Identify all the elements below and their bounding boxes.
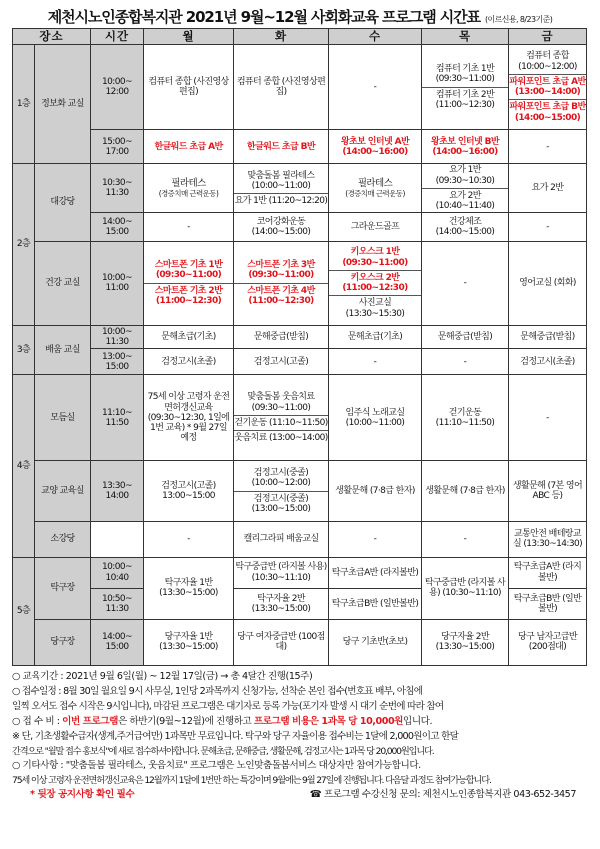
class-cell: -: [422, 241, 509, 325]
note-fee-highlight: 이번 프로그램: [62, 715, 118, 727]
class-cell: 문해중급(받침): [509, 325, 587, 349]
class-cell: 생활문해 (7·8급 한자): [422, 461, 509, 521]
time-cell: 14:00~ 15:00: [91, 213, 144, 241]
floor-1: 1층: [13, 45, 35, 164]
class-entry: 키오스크 1반 (09:30~11:00): [342, 247, 408, 268]
time-cell: 10:00~ 11:30: [91, 325, 144, 349]
class-cell: -: [329, 45, 422, 130]
time-cell: 10:00~ 11:00: [91, 241, 144, 325]
class-cell: [234, 164, 329, 213]
note-fee-price: 프로그램 비용은 1과목 당 10,000원: [253, 715, 403, 727]
class-cell: [509, 45, 587, 130]
class-cell: -: [329, 349, 422, 375]
room-health: 건강 교실: [35, 241, 91, 325]
class-cell: 탁구초급A반 (라지볼반): [509, 557, 587, 588]
room-small: 소강당: [35, 521, 91, 557]
class-cell: 임주식 노래교실 (10:00~11:00): [329, 375, 422, 461]
table-row: [13, 325, 587, 349]
class-cell: -: [509, 130, 587, 164]
note-fee: [12, 715, 590, 730]
class-cell: 왕초보 인터넷 B반 (14:00~16:00): [422, 130, 509, 164]
floor-5: 5층: [13, 557, 35, 665]
class-entry: 요가 1반 (09:30~10:30): [435, 165, 495, 186]
class-cell: 한글워드 초급 B반: [234, 130, 329, 164]
class-entry: (경증치매 근력운동): [158, 188, 219, 198]
room-hall: 대강당: [35, 164, 91, 241]
class-cell: 탁구초급A반 (라지볼반): [329, 557, 422, 588]
time-cell: 15:00~ 17:00: [91, 130, 144, 164]
class-entry: 컴퓨터 종합 (10:00~12:00): [518, 51, 577, 72]
time-cell: 13:30~ 14:00: [91, 461, 144, 521]
back-page-warning: * 뒷장 공지사항 확인 필수: [30, 789, 135, 801]
note-registration: ○ 접수일정 : 8월 30일 월요일 9시 사무실, 1인당 2과목까지 신청가능, 선착순 본인 접수(번호표 배부, 아침에: [12, 685, 423, 697]
class-cell: 검정고시(초졸): [509, 349, 587, 375]
class-cell: [144, 241, 234, 325]
time-cell: [91, 521, 144, 557]
table-row: [13, 45, 587, 130]
class-cell: [234, 241, 329, 325]
floor-4: 4층: [13, 375, 35, 557]
floor-2: 2층: [13, 164, 35, 325]
class-entry: 맞춤돌봄 웃음치료 (09:30~11:00): [247, 392, 315, 413]
class-cell: 당구자율 2반 (13:30~15:00): [422, 619, 509, 665]
notes-section: [12, 670, 590, 803]
class-entry: 파워포인트 초급 A반 (13:00~14:00): [509, 74, 586, 98]
class-cell: [329, 164, 422, 213]
note-etc: ○ 기타사항 : "맞춤돌봄 필라테스, 웃음치료" 프로그램은 노인맞춤돌봄서비스 대상자만 참여가능합니다.: [12, 760, 421, 772]
note-exception: ※ 단, 기초생활수급자(생계,주거급여만) 1과목만 무료입니다. 탁구와 당구 자율이용 접수비는 1달에 2,000원이고 한달: [12, 730, 459, 742]
class-cell: 한글워드 초급 A반: [144, 130, 234, 164]
class-cell: [144, 164, 234, 213]
room-billiard: 당구장: [35, 619, 91, 665]
class-entry: 검정고시(중졸) (10:00~12:00): [251, 468, 311, 489]
class-cell: -: [509, 375, 587, 461]
class-cell: -: [144, 213, 234, 241]
class-cell: -: [144, 521, 234, 557]
class-entry: 검정고시(중졸) (13:00~15:00): [234, 491, 328, 515]
class-cell: [329, 241, 422, 325]
class-cell: 컴퓨터 종합 (사진영상편집): [144, 45, 234, 130]
class-cell: 왕초보 인터넷 A반 (14:00~16:00): [329, 130, 422, 164]
header-fri: 금: [509, 29, 587, 45]
class-cell: 탁구중급반 (라지볼 사용) (10:30~11:10): [422, 557, 509, 619]
class-cell: [422, 45, 509, 130]
table-row: [13, 349, 587, 375]
class-cell: 건강체조 (14:00~15:00): [422, 213, 509, 241]
class-cell: 문해중급(받침): [422, 325, 509, 349]
class-cell: 검정고시(고졸) 13:00~15:00: [144, 461, 234, 521]
class-cell: -: [509, 213, 587, 241]
class-entry: 필라테스: [357, 177, 393, 189]
class-entry: 스마트폰 기초 3반 (09:30~11:00): [247, 260, 315, 281]
time-cell: 10:00~ 10:40: [91, 557, 144, 588]
title-note: (이르신용, 8/23기준): [485, 15, 553, 24]
class-cell: 탁구자율 2반 (13:30~15:00): [234, 588, 329, 619]
page-title: 제천시노인종합복지관 2021년 9월~12월 사회화교육 프로그램 시간표: [47, 8, 480, 26]
class-cell: 검정고시(초졸): [144, 349, 234, 375]
class-cell: 문해중급(받침): [234, 325, 329, 349]
class-cell: 캘리그라피 배움교실: [234, 521, 329, 557]
time-cell: 10:50~ 11:30: [91, 588, 144, 619]
header-tue: 화: [234, 29, 329, 45]
table-row: [13, 461, 587, 521]
schedule-table: [12, 28, 587, 666]
class-entry: 스마트폰 기초 4반 (11:00~12:30): [234, 283, 328, 307]
class-cell: 탁구초급B반 (일반볼반): [329, 588, 422, 619]
class-cell: 코어강화운동 (14:00~15:00): [234, 213, 329, 241]
note-fee-text: 은 하반기(9월~12월)에 진행하고: [117, 715, 254, 727]
class-cell: 탁구중급반 (라지볼 사용) (10:30~11:10): [234, 557, 329, 588]
class-cell: 탁구초급B반 (일반볼반): [509, 588, 587, 619]
class-cell: 당구자율 1반 (13:30~15:00): [144, 619, 234, 665]
class-cell: 걷기운동 (11:10~11:50): [422, 375, 509, 461]
room-table-tennis: 탁구장: [35, 557, 91, 619]
class-cell: 당구 남자고급반 (200점대): [509, 619, 587, 665]
class-cell: 검정고시(고졸): [234, 349, 329, 375]
time-cell: 10:30~ 11:30: [91, 164, 144, 213]
table-row: [13, 521, 587, 557]
class-cell: 요가 2반: [509, 164, 587, 213]
class-entry: 사진교실 (13:30~15:30): [329, 295, 421, 319]
header-thu: 목: [422, 29, 509, 45]
class-cell: 영어교실 (회화): [509, 241, 587, 325]
footer: [12, 788, 590, 803]
class-entry: 파워포인트 초급 B반 (14:00~15:00): [509, 99, 586, 123]
room-info: 정보화 교실: [35, 45, 91, 164]
note-fee-end: 입니다.: [403, 715, 433, 727]
note-license: 75세 이상 고령자 운전면허갱신교육은 12월까지 1달에 1번만 하는 특강이며 9월에는 9월 27일에 진행됩니다. 다음달 과정도 참여가능합니다.: [12, 775, 491, 787]
table-row: [13, 557, 587, 588]
class-cell: 탁구자율 1반 (13:30~15:00): [144, 557, 234, 619]
header-row: [13, 29, 587, 45]
time-cell: 14:00~ 15:00: [91, 619, 144, 665]
table-row: [13, 619, 587, 665]
class-cell: -: [422, 349, 509, 375]
class-entry: 걷기운동 (11:10~11:50): [234, 415, 328, 428]
table-row: [13, 164, 587, 213]
floor-3: 3층: [13, 325, 35, 375]
class-cell: 그라운드골프: [329, 213, 422, 241]
note-period: ○ 교육기간 : 2021년 9월 6일(월) ~ 12월 17일(금) → 총 4달간 진행(15주): [12, 671, 313, 682]
table-row: [13, 241, 587, 325]
time-cell: 13:00~ 15:00: [91, 349, 144, 375]
table-row: [13, 213, 587, 241]
class-entry: 스마트폰 기초 2반 (11:00~12:30): [144, 283, 233, 307]
class-entry: 요가 1반 (11:20~12:20): [234, 193, 328, 206]
class-cell: 생활문해 (7·8급 한자): [329, 461, 422, 521]
header-place: 장소: [13, 29, 91, 45]
class-entry: 요가 2반 (10:40~11:40): [422, 188, 508, 212]
class-cell: 문해초급(기초): [144, 325, 234, 349]
class-cell: 당구 기초반(초보): [329, 619, 422, 665]
class-cell: 당구 여자중급반 (100점대): [234, 619, 329, 665]
class-cell: 교통안전 배테랑교실 (13:30~14:30): [509, 521, 587, 557]
class-entry: 필라테스: [171, 177, 206, 189]
table-row: [13, 375, 587, 461]
room-moduem: 모듬실: [35, 375, 91, 461]
note-registration-cont: 일찍 오셔도 접수 시작은 9시입니다), 마감된 프로그램은 대기자로 등록 가능(포기자 발생 시 대기 순번에 따라 참여: [12, 700, 444, 712]
class-entry: (경증치매 근력운동): [345, 188, 405, 198]
class-entry: 웃음치료 (13:00~14:00): [234, 430, 328, 443]
contact-info: ☎ 프로그램 수강신청 문의: 제천시노인종합복지관 043-652-3457: [309, 789, 576, 801]
class-cell: 컴퓨터 종합 (사진영상편집): [234, 45, 329, 130]
class-cell: [234, 461, 329, 521]
class-cell: -: [422, 521, 509, 557]
class-entry: 컴퓨터 기초 2반 (11:00~12:30): [422, 87, 508, 111]
class-cell: 생활문해 (7본 영어 ABC 등): [509, 461, 587, 521]
header-time: 시간: [91, 29, 144, 45]
room-edu: 교양 교육실: [35, 461, 91, 521]
class-entry: 컴퓨터 기초 1반 (09:30~11:00): [435, 64, 495, 85]
time-cell: 10:00~ 12:00: [91, 45, 144, 130]
class-cell: [422, 164, 509, 213]
header-wed: 수: [329, 29, 422, 45]
note-fee-label: ○ 접 수 비 :: [12, 715, 63, 727]
class-entry: 키오스크 2반 (11:00~12:30): [329, 270, 421, 294]
class-cell: -: [329, 521, 422, 557]
class-cell: 문해초급(기초): [329, 325, 422, 349]
title-bar: [0, 6, 600, 27]
header-mon: 월: [144, 29, 234, 45]
time-cell: 11:10~ 11:50: [91, 375, 144, 461]
class-cell: 75세 이상 고령자 운전 면허갱신교육 (09:30~12:30, 1일에 1번 교육) * 9월 27일 예정: [144, 375, 234, 461]
class-entry: 스마트폰 기초 1반 (09:30~11:00): [154, 260, 223, 281]
note-exception-cont: 간격으로 "월말 접수 홍보식"에 새로 접수하셔야합니다. 문해초급, 문해중급, 생활문해, 검정고시는 1과목 당 20,000원입니다.: [12, 745, 434, 757]
table-row: [13, 130, 587, 164]
class-entry: 맞춤돌봄 필라테스 (10:00~11:00): [247, 170, 315, 191]
class-cell: [234, 375, 329, 461]
room-learn: 배움 교실: [35, 325, 91, 375]
